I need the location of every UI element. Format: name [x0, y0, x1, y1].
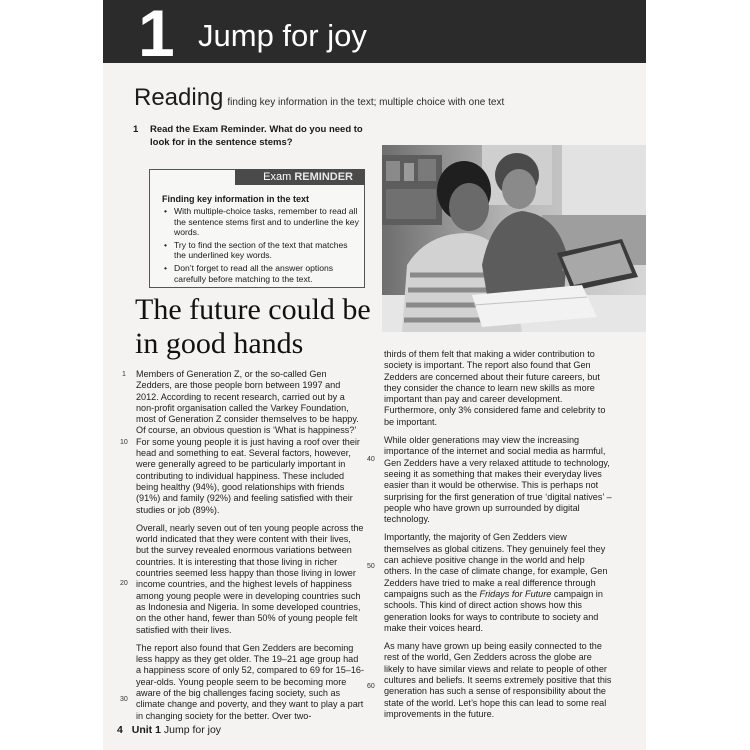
unit-number: 1 — [138, 0, 173, 70]
unit-title: Jump for joy — [198, 18, 367, 53]
line-number: 60 — [367, 683, 375, 690]
section-title: Reading — [134, 84, 224, 111]
article-paragraph: Members of Generation Z, or the so-called Gen Zedders, are those people born between 1997 and 2012. According to recent research, carried out by a non-profit organisation called the Varkey Foundation, most of Generation Z consider themselves to be happy. Of course, an obvious question is ‘What is happiness?’ For some young people it is just having a roof over their head and something to eat. Several factors, however, were generally agreed to be particularly important in contributing to individual happiness. These included being healthy (94%), good relationships with friends (91%) and family (92%) and feeling satisfied with their studies or job (89%). — [136, 369, 360, 515]
line-number: 30 — [120, 696, 128, 703]
reminder-label: REMINDER — [294, 171, 353, 183]
exam-label: Exam — [263, 171, 292, 183]
article-headline: The future could be in good hands — [135, 293, 371, 360]
reminder-item: • Don’t forget to read all the answer options carefully before matching to the text. — [164, 263, 360, 284]
reminder-item: • Try to find the section of the text that matches the underlined key words. — [164, 240, 360, 261]
article-paragraph — [384, 532, 614, 634]
textbook-page — [103, 0, 646, 750]
exam-reminder-label — [235, 169, 365, 185]
article-paragraph: While older generations may view the increasing importance of the internet and social media as harmful, Gen Zedders have a very relaxed attitude to technology, seeing it as something that makes their everyday lives easier than it would be otherwise. This is perhaps not surprising for the first generation of true ‘digital natives’ – people who have grown up surrounded by digital technology. — [384, 435, 612, 525]
reminder-list — [164, 206, 360, 286]
students-laptop-photo — [382, 145, 646, 332]
task-text: Read the Exam Reminder. What do you need to look for in the sentence stems? — [150, 124, 363, 148]
section-subtitle: finding key information in the text; multiple choice with one text — [227, 97, 505, 108]
reminder-item: • With multiple-choice tasks, remember to read all the sentence stems first and to underline the key words. — [164, 206, 360, 238]
unit-banner — [103, 0, 646, 70]
campaign-name: Fridays for Future — [479, 588, 552, 599]
exam-reminder-box — [149, 169, 365, 288]
page-margin — [646, 0, 750, 750]
article-paragraph: thirds of them felt that making a wider contribution to society is important. The report also found that Gen Zedders are concerned about their future careers, but they consider the chance to learn new skills as more important than pay and career development. Furthermore, only 3% considered fame and celebrity to be important. — [384, 349, 606, 427]
paragraph-text: campaign in schools. This kind of direct action shows how this generation looks for ways to contribute to society and make their voices heard. — [384, 588, 603, 633]
article-column-2 — [384, 349, 614, 727]
line-number: 1 — [122, 371, 126, 378]
line-number: 10 — [120, 439, 128, 446]
article-column-1 — [136, 369, 364, 729]
line-number: 40 — [367, 456, 375, 463]
task-number: 1 — [133, 124, 139, 135]
task-1 — [133, 124, 363, 149]
page-number: 4 — [117, 724, 123, 736]
page-footer — [117, 724, 221, 736]
article-paragraph: As many have grown up being easily connected to the rest of the world, Gen Zedders across the globe are likely to have similar views and relate to people of other cultures and beliefs. It seems extremely positive that this generation has such a sense of responsibility about the state of the world. Let’s hope this can lead to some real improvements in the future. — [384, 641, 612, 719]
line-number: 50 — [367, 563, 375, 570]
article-paragraph: The report also found that Gen Zedders are becoming less happy as they get older. The 19–21 age group had a happiness score of only 52, compared to 69 for 15–16-year-olds. Young people seem to be becoming more aware of the big challenges facing society, such as climate change and poverty, and they want to play a part in changing society for the better. Over two- — [136, 642, 364, 721]
line-number: 20 — [120, 580, 128, 587]
paragraph-text: Importantly, the majority of Gen Zedders view themselves as global citizens. They genuinely feel they can achieve positive change in the world and help others. In the case of climate change, for example, Gen Zedders have tried to make a real difference through campaigns such as the — [384, 532, 608, 599]
section-heading — [134, 84, 504, 112]
footer-unit-title: Jump for joy — [163, 724, 222, 736]
article-paragraph: Overall, nearly seven out of ten young people across the world indicated that they were content with their lives, but the survey revealed enormous variations between countries. It is interesting that those living in richer countries seemed less happy than those living in lower income countries, and the highest levels of happiness among young people were in developing countries such as Indonesia and Nigeria. In some developed countries, on the other hand, fewer than 50% of young people felt satisfied with their lives. — [136, 522, 364, 635]
reminder-title: Finding key information in the text — [162, 194, 310, 204]
footer-unit-label: Unit 1 — [131, 724, 161, 736]
